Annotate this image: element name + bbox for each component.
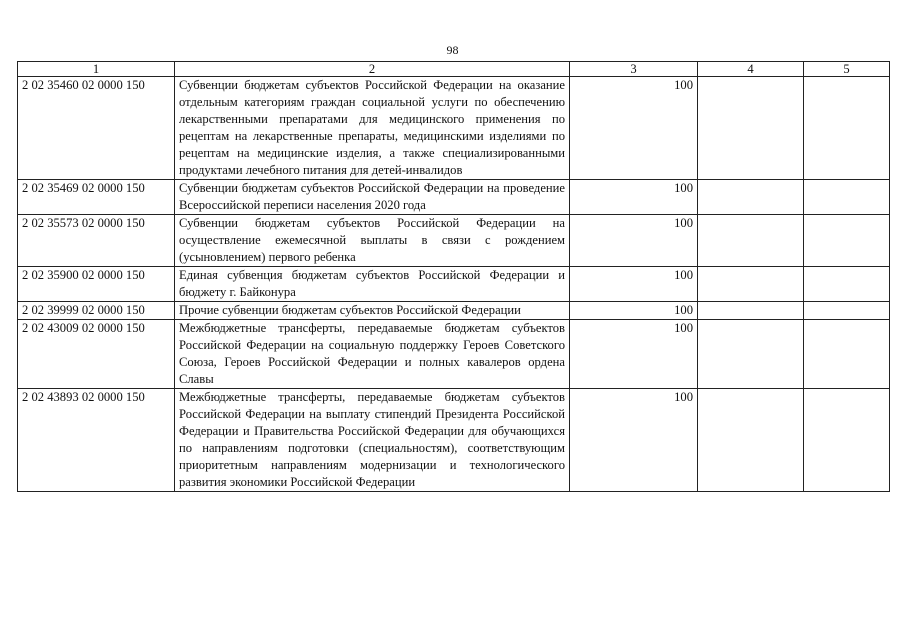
table-row	[18, 267, 890, 302]
row-value: 100	[570, 389, 698, 492]
row-value: 100	[570, 77, 698, 180]
row-name: Субвенции бюджетам субъектов Российской Федерации на оказание отдельным категориям граждан социальной услуги по обеспечению лекарственными препаратами для медицинского применения по рецептам на лекарственные препараты, медицинскими изделиями по рецептам на медицинские изделия, а также специализированными продуктами лечебного питания для детей-инвалидов	[175, 77, 570, 180]
table-row	[18, 215, 890, 267]
row-code: 2 02 39999 02 0000 150	[18, 302, 175, 320]
row-name: Прочие субвенции бюджетам субъектов Российской Федерации	[175, 302, 570, 320]
row-name: Субвенции бюджетам субъектов Российской Федерации на проведение Всероссийской переписи населения 2020 года	[175, 180, 570, 215]
row-name: Субвенции бюджетам субъектов Российской Федерации на осуществление ежемесячной выплаты в связи с рождением (усыновлением) первого ребенка	[175, 215, 570, 267]
row-name: Межбюджетные трансферты, передаваемые бюджетам субъектов Российской Федерации на социальную поддержку Героев Советского Союза, Героев Российской Федерации и полных кавалеров ордена Славы	[175, 320, 570, 389]
page-number: 98	[446, 43, 459, 57]
row-code: 2 02 35573 02 0000 150	[18, 215, 175, 267]
column-header-5: 5	[804, 62, 890, 77]
row-col4	[698, 320, 804, 389]
table-row	[18, 180, 890, 215]
row-value: 100	[570, 320, 698, 389]
column-header-1: 1	[18, 62, 175, 77]
row-code: 2 02 35900 02 0000 150	[18, 267, 175, 302]
column-header-4: 4	[698, 62, 804, 77]
row-col4	[698, 267, 804, 302]
column-header-2: 2	[175, 62, 570, 77]
row-value: 100	[570, 267, 698, 302]
row-col5	[804, 389, 890, 492]
row-value: 100	[570, 302, 698, 320]
row-col5	[804, 215, 890, 267]
header-row	[18, 62, 890, 77]
table-row	[18, 320, 890, 389]
table-row	[18, 389, 890, 492]
row-value: 100	[570, 180, 698, 215]
row-col4	[698, 77, 804, 180]
row-col5	[804, 77, 890, 180]
table-row	[18, 77, 890, 180]
row-code: 2 02 35460 02 0000 150	[18, 77, 175, 180]
row-col4	[698, 389, 804, 492]
row-col4	[698, 215, 804, 267]
row-col5	[804, 180, 890, 215]
row-code: 2 02 43009 02 0000 150	[18, 320, 175, 389]
row-col4	[698, 180, 804, 215]
row-col5	[804, 320, 890, 389]
row-col5	[804, 302, 890, 320]
budget-table	[17, 61, 890, 492]
table-row	[18, 302, 890, 320]
row-col4	[698, 302, 804, 320]
row-name: Межбюджетные трансферты, передаваемые бюджетам субъектов Российской Федерации на выплату стипендий Президента Российской Федерации и Правительства Российской Федерации для обучающихся по направлениям подготовки (специальностям), соответствующим приоритетным направлениям модернизации и технологического развития экономики Российской Федерации	[175, 389, 570, 492]
row-code: 2 02 35469 02 0000 150	[18, 180, 175, 215]
row-col5	[804, 267, 890, 302]
row-code: 2 02 43893 02 0000 150	[18, 389, 175, 492]
row-name: Единая субвенция бюджетам субъектов Российской Федерации и бюджету г. Байконура	[175, 267, 570, 302]
row-value: 100	[570, 215, 698, 267]
column-header-3: 3	[570, 62, 698, 77]
